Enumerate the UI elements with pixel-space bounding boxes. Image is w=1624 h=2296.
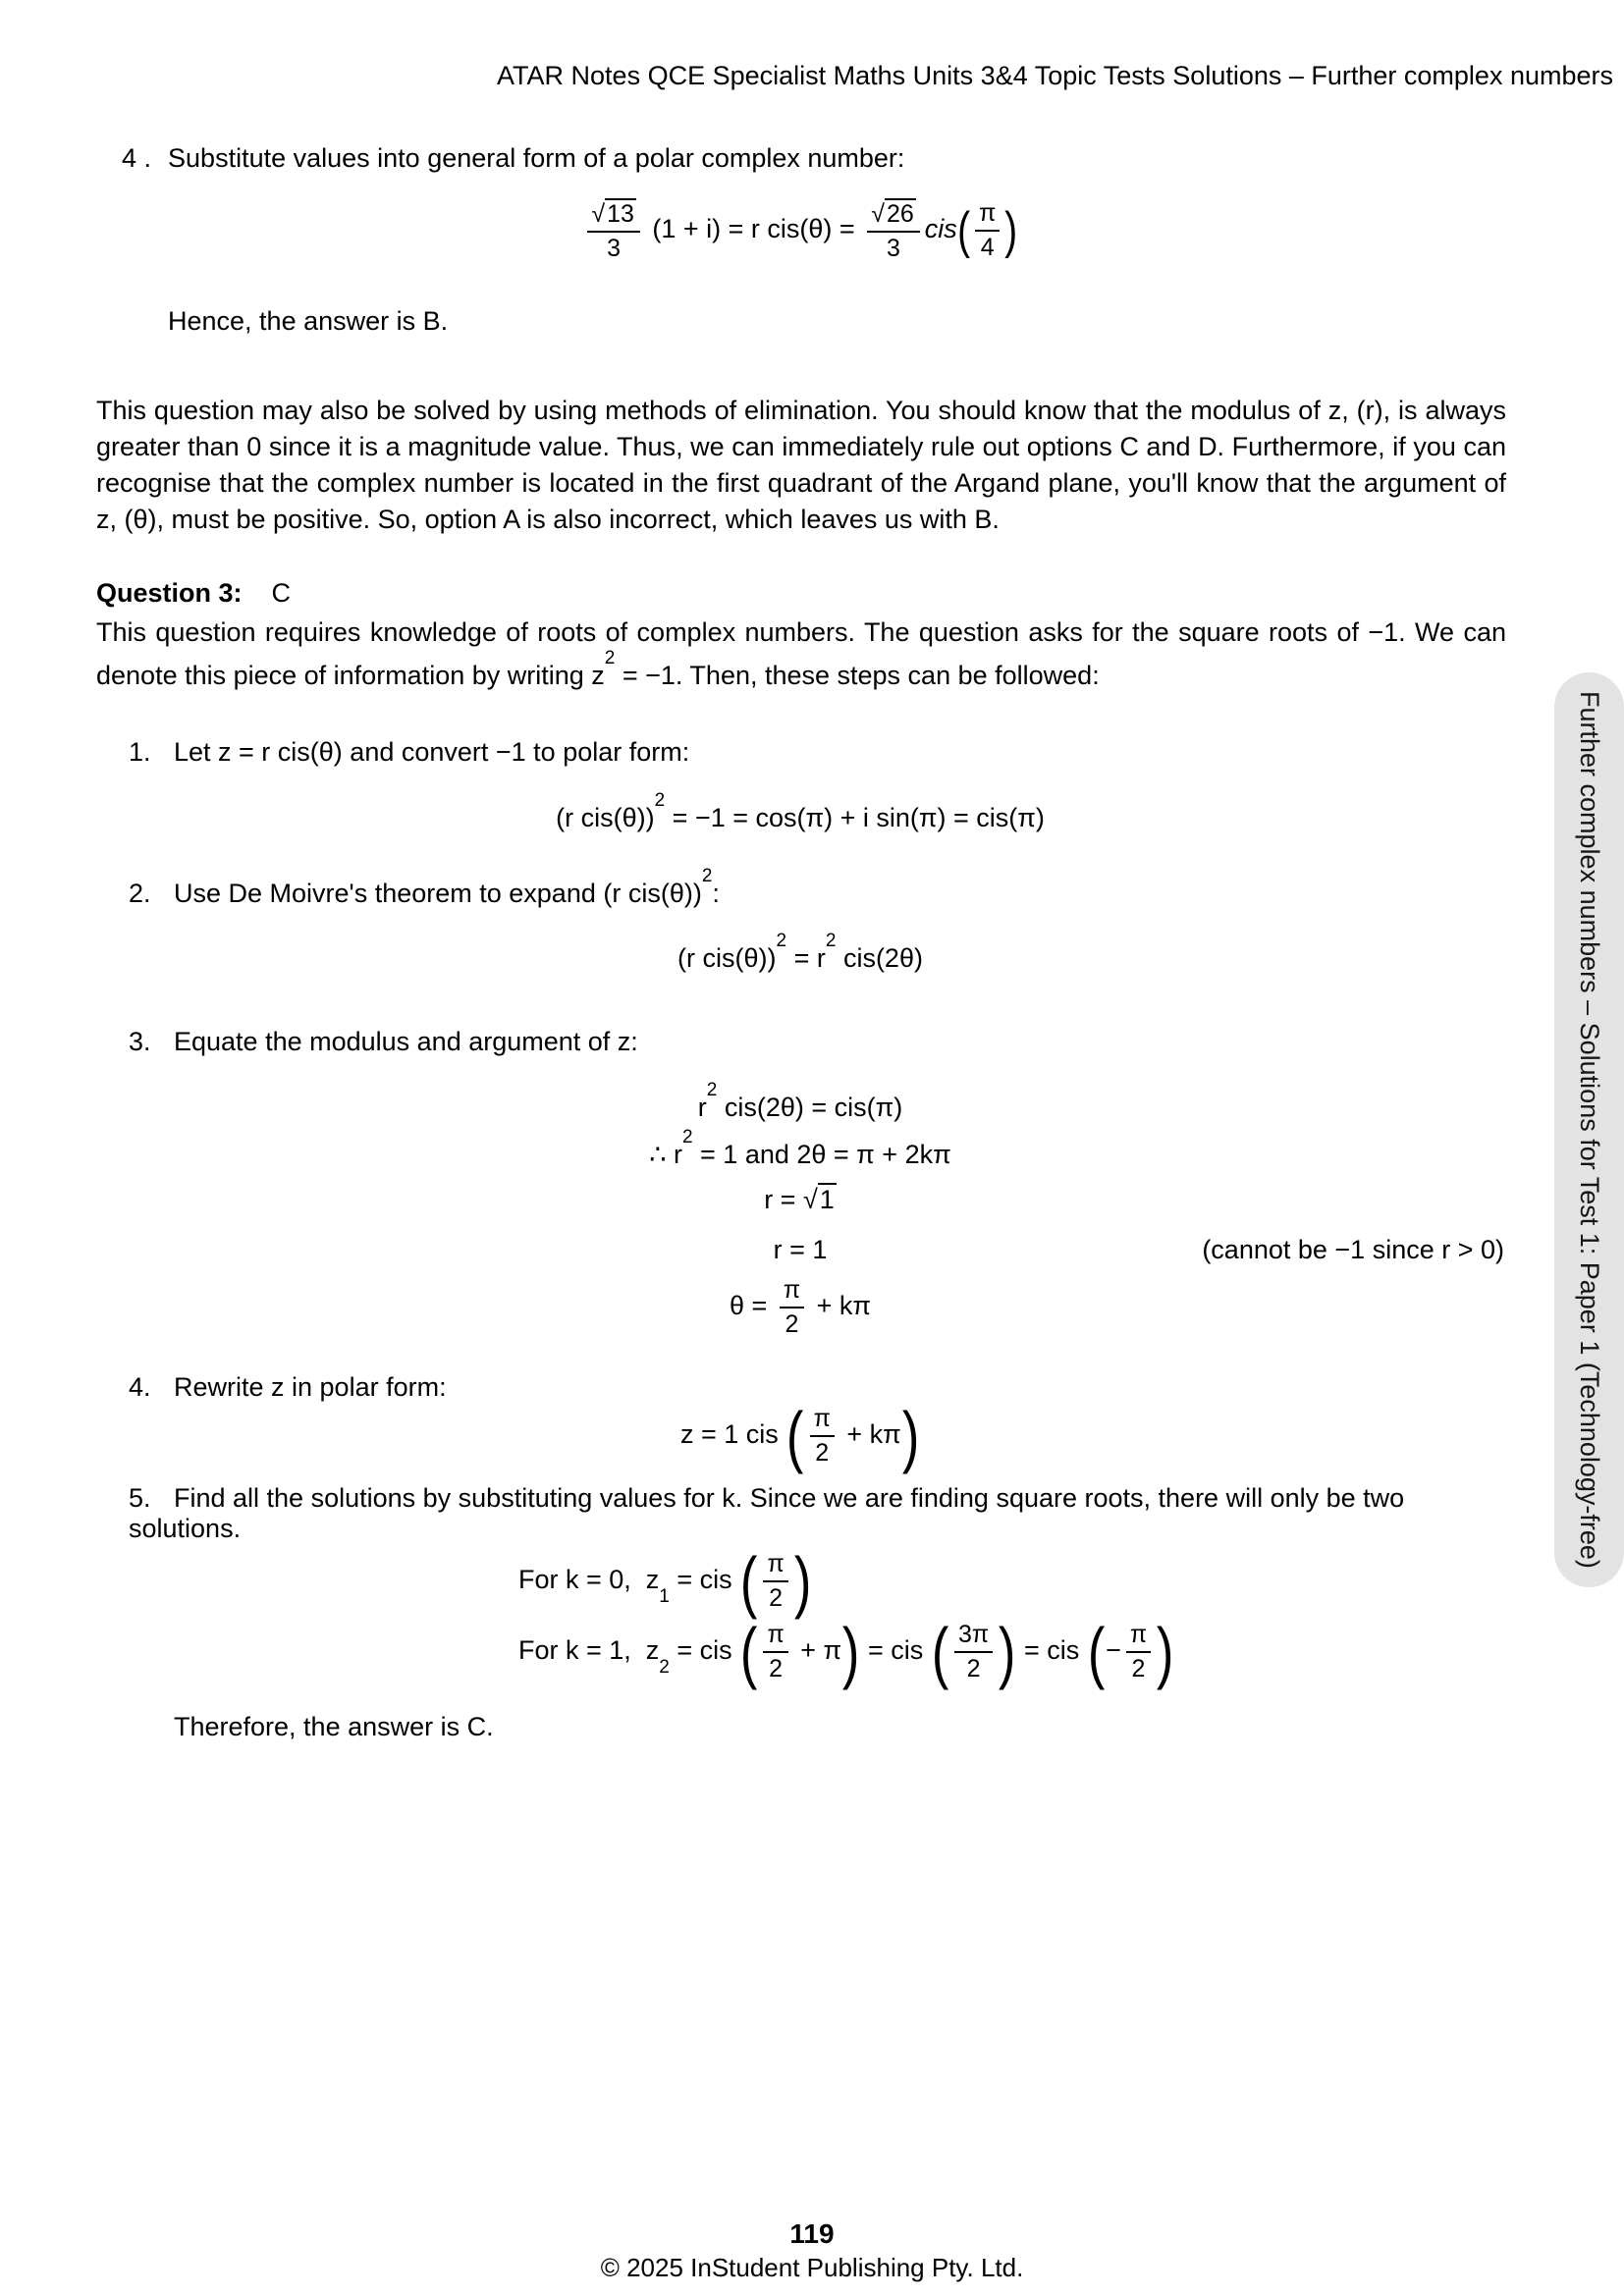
side-tab-label: Further complex numbers – Solutions for Test 1: Paper 1 (Technology-free)	[1575, 691, 1604, 1569]
q3-case-k0	[518, 1543, 812, 1620]
list-number: 5.	[129, 1483, 151, 1513]
q3-step-4	[129, 1372, 1507, 1403]
q3-step-3	[129, 1027, 1507, 1057]
fraction-denominator: 3	[607, 235, 622, 262]
fraction-numerator: π	[763, 1621, 787, 1653]
q3-conclusion: Therefore, the answer is C.	[174, 1712, 494, 1741]
radicand: 26	[886, 200, 914, 228]
left-paren: (	[786, 1398, 804, 1474]
q3-step-2	[129, 866, 1507, 909]
formula-text: (1 + i) = r cis(θ) =	[644, 214, 863, 244]
formula-text: + kπ	[809, 1291, 871, 1321]
q2-step4-line	[122, 143, 904, 174]
minus-sign: −	[1106, 1635, 1121, 1666]
fraction-numerator	[587, 198, 640, 233]
formula-text: = cis	[1016, 1635, 1087, 1666]
copyright-line: © 2025 InStudent Publishing Pty. Ltd.	[600, 2253, 1024, 2282]
q3-equation-5	[98, 1276, 1502, 1339]
fraction-numerator: π	[763, 1550, 787, 1582]
formula-text: For k = 1, z	[518, 1635, 660, 1666]
fraction-denominator: 2	[769, 1584, 784, 1612]
list-number: 2.	[129, 879, 151, 908]
formula-text: + kπ	[839, 1419, 901, 1450]
formula-text: + π	[792, 1635, 842, 1666]
left-paren: (	[740, 1543, 758, 1620]
sqrt-sign: √	[802, 1185, 818, 1214]
formula-text: = 1 and 2θ = π + 2kπ	[692, 1140, 951, 1169]
sqrt-sign: √	[871, 200, 885, 228]
q3-formula-2	[98, 931, 1502, 974]
subscript: 2	[659, 1656, 670, 1678]
q3-equation-2	[98, 1127, 1502, 1170]
q3-heading	[96, 578, 291, 609]
list-number: 3.	[129, 1027, 151, 1056]
step-text: Equate the modulus and argument of z:	[174, 1027, 638, 1056]
question-label: Question 3:	[96, 578, 243, 608]
fraction-denominator: 2	[1131, 1655, 1146, 1682]
left-paren: (	[931, 1614, 949, 1690]
formula-text: = cis	[669, 1565, 740, 1595]
fraction-denominator: 2	[815, 1439, 830, 1467]
fraction	[975, 199, 1000, 262]
left-paren: (	[956, 202, 970, 259]
fraction-numerator	[867, 198, 920, 233]
fraction-denominator: 2	[769, 1655, 784, 1682]
q3-step-1	[129, 737, 1507, 768]
page-number: 119	[789, 2218, 835, 2249]
formula-text: (r cis(θ))	[677, 943, 777, 973]
superscript: 2	[701, 866, 713, 886]
fraction-denominator: 3	[887, 235, 900, 262]
q3-equation-3	[98, 1183, 1502, 1215]
list-number: 4.	[129, 1372, 151, 1402]
formula-text: cis(2θ)	[836, 943, 923, 973]
step-text: Let z = r cis(θ) and convert −1 to polar form:	[174, 737, 690, 767]
right-paren: )	[1004, 202, 1018, 259]
fraction	[587, 198, 640, 263]
fraction-numerator: π	[1126, 1621, 1151, 1653]
fraction	[1126, 1621, 1151, 1683]
superscript: 2	[825, 931, 837, 951]
left-paren: (	[740, 1614, 758, 1690]
formula-text: ∴ r	[649, 1140, 682, 1169]
page-header-title: ATAR Notes QCE Specialist Maths Units 3&4 Topic Tests Solutions – Further complex numbers	[497, 61, 1613, 90]
fraction	[763, 1550, 787, 1613]
right-paren: )	[842, 1614, 860, 1690]
radicand: 1	[819, 1185, 835, 1214]
radicand: 13	[607, 200, 634, 228]
sqrt-sign: √	[591, 200, 606, 228]
q3-intro-paragraph	[96, 614, 1514, 694]
list-number: 1.	[129, 737, 151, 767]
list-number: 4 .	[122, 143, 152, 173]
fraction-numerator: π	[780, 1276, 804, 1308]
fraction	[810, 1405, 835, 1468]
step-text: Find all the solutions by substituting values for k. Since we are finding square roots, there will only be two solutions.	[129, 1483, 1412, 1543]
formula-text: (r cis(θ))	[556, 803, 655, 832]
step-text: :	[712, 879, 720, 908]
side-tab	[1554, 672, 1624, 1587]
q3-formula-3	[98, 1398, 1502, 1474]
q3-step-5	[129, 1483, 1507, 1544]
superscript: 2	[706, 1080, 718, 1100]
q2-display-formula	[98, 198, 1502, 263]
fraction-numerator: 3π	[954, 1621, 993, 1653]
q2-conclusion: Hence, the answer is B.	[168, 306, 449, 336]
formula-text: = −1 = cos(π) + i sin(π) = cis(π)	[665, 803, 1045, 832]
fraction	[954, 1621, 993, 1683]
left-paren: (	[1087, 1614, 1106, 1690]
subscript: 1	[659, 1585, 670, 1607]
fraction	[780, 1276, 804, 1339]
side-note: (cannot be −1 since r > 0)	[1202, 1235, 1504, 1264]
fraction-numerator: π	[810, 1405, 835, 1437]
step-text: Rewrite z in polar form:	[174, 1372, 447, 1402]
formula-text: cis(2θ) = cis(π)	[717, 1093, 903, 1122]
formula-text: θ =	[730, 1291, 775, 1321]
formula-text: z = 1 cis	[679, 1419, 786, 1450]
formula-text: r	[697, 1093, 707, 1122]
q3-formula-1	[98, 790, 1502, 833]
intro-text: This question requires knowledge of roots of complex numbers. The question asks for the square roots of −1. We can denote this piece of information by writing z	[96, 617, 1514, 690]
fraction-denominator: 4	[980, 234, 995, 261]
formula-text: r = 1	[773, 1235, 828, 1264]
formula-text: = cis	[860, 1635, 931, 1666]
fraction	[867, 198, 920, 263]
right-paren: )	[901, 1398, 920, 1474]
formula-text: = r	[786, 943, 826, 973]
fraction-denominator: 2	[785, 1310, 799, 1338]
formula-text: = cis	[669, 1635, 740, 1666]
formula-text: For k = 0, z	[518, 1565, 660, 1595]
superscript: 2	[681, 1127, 693, 1148]
q3-equation-1	[98, 1080, 1502, 1123]
cis-label: cis	[924, 214, 957, 244]
step-text: Substitute values into general form of a polar complex number:	[168, 143, 905, 173]
q2-elimination-paragraph: This question may also be solved by using methods of elimination. You should know that the modulus of z, (r), is always greater than 0 since it is a magnitude value. Thus, we can immediately rule out options C and D. Furthermore, if you can recognise that the complex number is located in the first quadrant of the Argand plane, you'll know that the argument of z, (θ), must be positive. So, option A is also incorrect, which leaves us with B.	[96, 396, 1506, 534]
superscript: 2	[604, 648, 616, 668]
superscript: 2	[776, 931, 787, 951]
right-paren: )	[999, 1614, 1016, 1690]
formula-text: r =	[764, 1185, 803, 1214]
step-text: Use De Moivre's theorem to expand (r cis(θ))	[174, 879, 702, 908]
intro-text: = −1. Then, these steps can be followed:	[615, 661, 1100, 690]
question-answer: C	[271, 578, 292, 608]
superscript: 2	[654, 790, 666, 811]
right-paren: )	[1157, 1614, 1174, 1690]
fraction-numerator: π	[975, 199, 1000, 232]
right-paren: )	[793, 1543, 812, 1620]
fraction	[763, 1621, 787, 1683]
q3-case-k1	[518, 1614, 1174, 1690]
fraction-denominator: 2	[966, 1655, 981, 1682]
